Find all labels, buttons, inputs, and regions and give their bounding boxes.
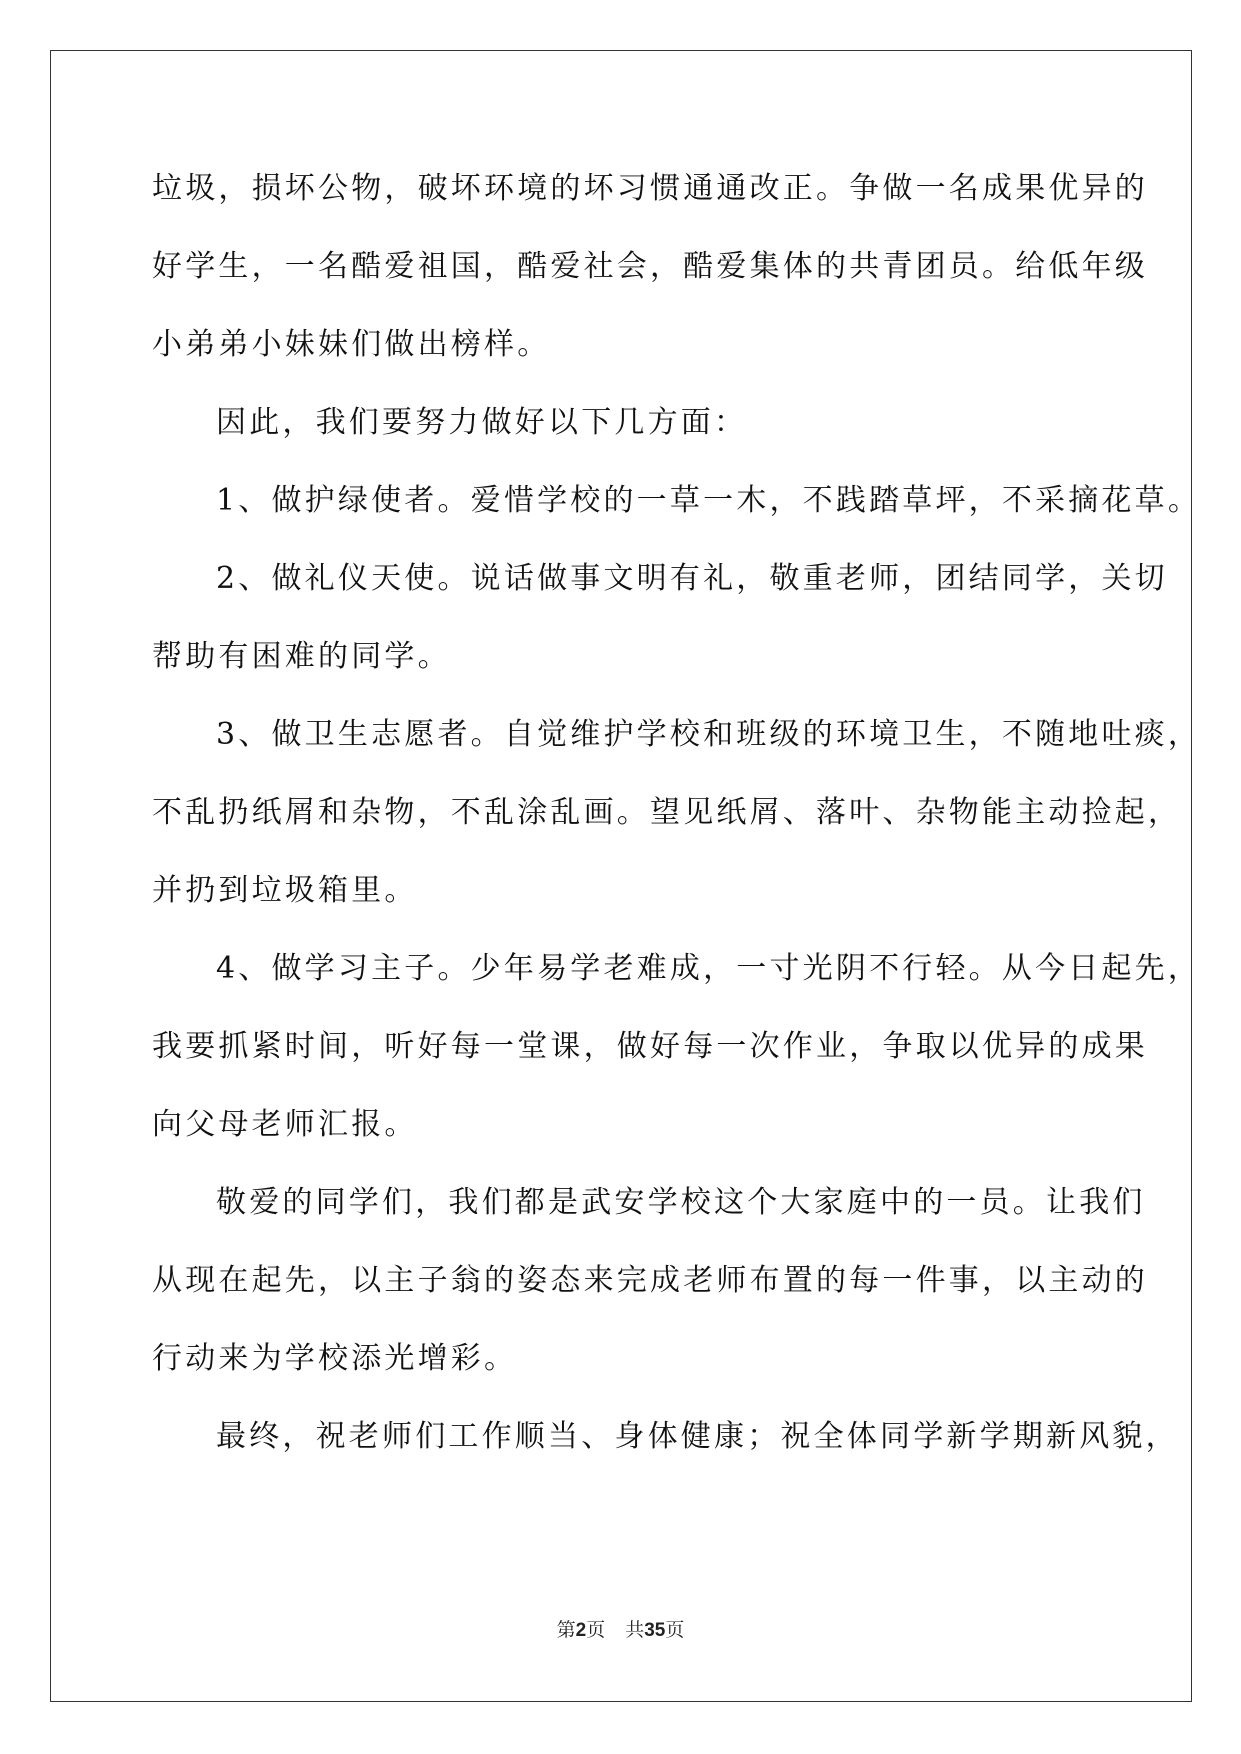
total-pages: 35 [644,1620,666,1641]
page-number: 2 [575,1620,587,1641]
text-line: 帮助有困难的同学。 [152,639,451,674]
text-line: 小弟弟小妹妹们做出榜样。 [152,327,551,362]
page-prefix: 第 [556,1619,576,1641]
page-footer [0,1615,1241,1642]
document-body [152,160,1202,1486]
paragraph-first-line: 因此，我们要努力做好以下几方面： [216,405,748,440]
text-line: 不乱扔纸屑和杂物，不乱涂乱画。望见纸屑、落叶、杂物能主动捡起， [152,795,1182,830]
text-line: 我要抓紧时间，听好每一堂课，做好每一次作业，争取以优异的成果 [152,1029,1148,1064]
text-line: 并扔到垃圾箱里。 [152,873,418,908]
text-line: 向父母老师汇报。 [152,1107,418,1142]
page-suffix: 页 [586,1619,606,1641]
list-item-3: 3、做卫生志愿者。自觉维护学校和班级的环境卫生，不随地吐痰， [216,717,1202,752]
paragraph-first-line: 敬爱的同学们，我们都是武安学校这个大家庭中的一员。让我们 [216,1185,1146,1220]
text-line: 好学生，一名酷爱祖国，酷爱社会，酷爱集体的共青团员。给低年级 [152,249,1148,284]
total-prefix: 共 [625,1619,645,1641]
text-line: 从现在起先，以主子翁的姿态来完成老师布置的每一件事，以主动的 [152,1263,1148,1298]
list-item-2: 2、做礼仪天使。说话做事文明有礼，敬重老师，团结同学，关切 [216,561,1168,596]
total-suffix: 页 [665,1619,685,1641]
list-item-4: 4、做学习主子。少年易学老难成，一寸光阴不行轻。从今日起先， [216,951,1202,986]
list-item-1: 1、做护绿使者。爱惜学校的一草一木，不践踏草坪，不采摘花草。 [216,483,1202,518]
text-line: 垃圾，损坏公物，破坏环境的坏习惯通通改正。争做一名成果优异的 [152,171,1148,206]
paragraph-first-line: 最终，祝老师们工作顺当、身体健康；祝全体同学新学期新风貌， [216,1419,1179,1454]
text-line: 行动来为学校添光增彩。 [152,1341,518,1376]
